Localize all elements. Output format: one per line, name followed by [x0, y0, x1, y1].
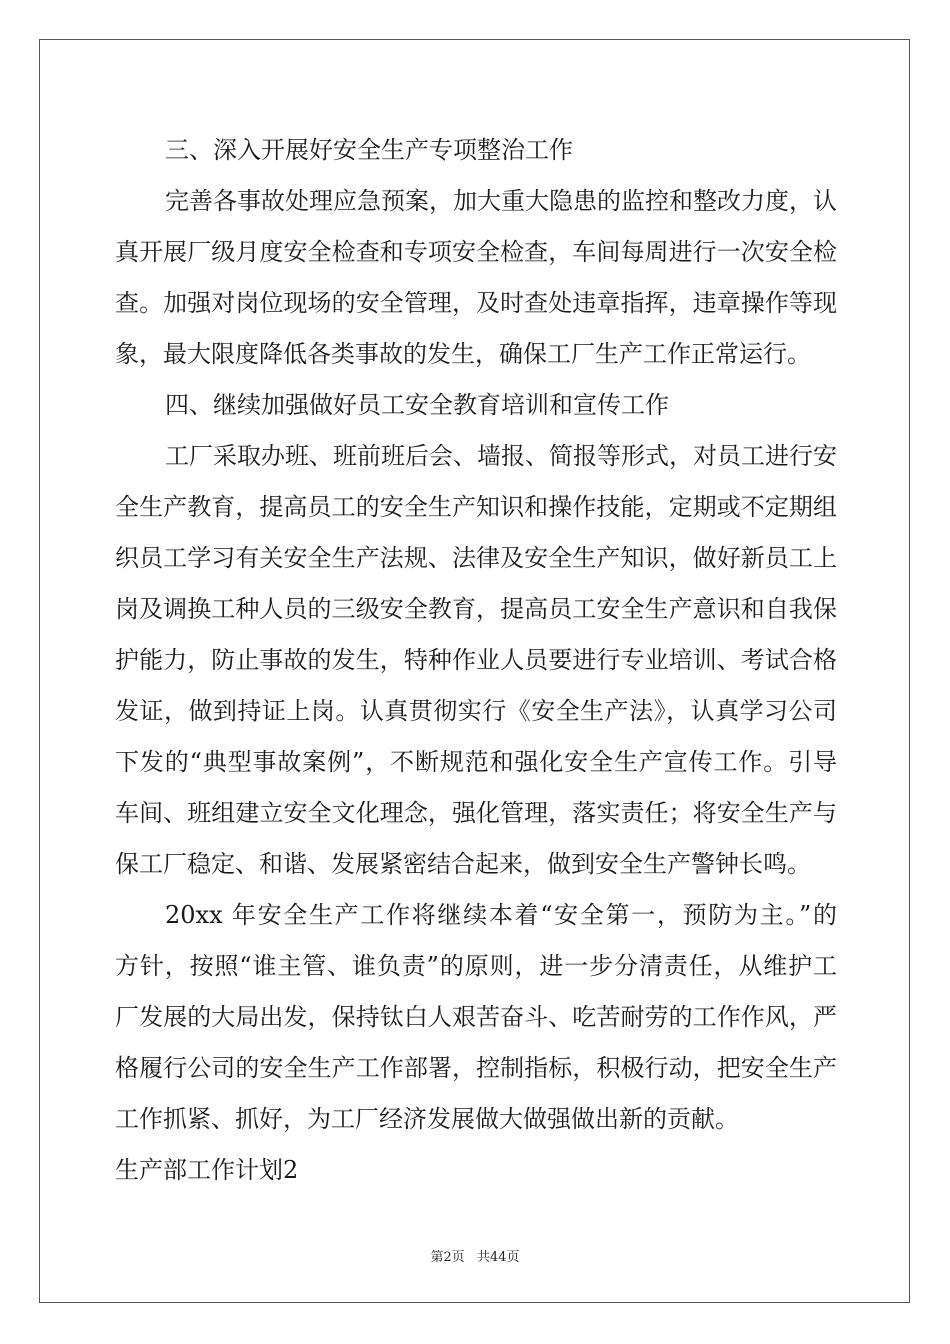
paragraph-line: 工作抓紧、抓好，为工厂经济发展做大做强做出新的贡献。: [115, 1105, 739, 1133]
paragraph-line: 格履行公司的安全生产工作部署，控制指标，积极行动，把安全生产: [115, 1054, 837, 1082]
paragraph-line: 查。加强对岗位现场的安全管理，及时查处违章指挥，违章操作等现: [115, 289, 837, 317]
paragraph-line: 护能力，防止事故的发生，特种作业人员要进行专业培训、考试合格: [115, 646, 837, 674]
document-body: [115, 125, 837, 1196]
paragraph-line: 厂发展的大局出发，保持钛白人艰苦奋斗、吃苦耐劳的工作作风，严: [115, 1003, 837, 1031]
page-number: 第2页: [430, 1250, 465, 1265]
document-title: 生产部工作计划2: [115, 1156, 299, 1184]
paragraph-line: 保工厂稳定、和谐、发展紧密结合起来，做到安全生产警钟长鸣。: [115, 850, 811, 878]
paragraph-line: 岗及调换工种人员的三级安全教育，提高员工安全生产意识和自我保: [115, 595, 837, 623]
paragraph-line: 真开展厂级月度安全检查和专项安全检查，车间每周进行一次安全检: [115, 238, 837, 266]
paragraph-line: 全生产教育，提高员工的安全生产知识和操作技能，定期或不定期组: [115, 493, 837, 521]
paragraph-line: 织员工学习有关安全生产法规、法律及安全生产知识，做好新员工上: [115, 544, 837, 572]
paragraph-line: 车间、班组建立安全文化理念，强化管理，落实责任；将安全生产与: [115, 799, 837, 827]
paragraph-line: 象，最大限度降低各类事故的发生，确保工厂生产工作正常运行。: [115, 340, 811, 368]
section-heading-3: 三、深入开展好安全生产专项整治工作: [165, 136, 573, 164]
page-total: 共44页: [476, 1250, 520, 1265]
paragraph-line: 方针，按照“谁主管、谁负责”的原则，进一步分清责任，从维护工: [115, 952, 837, 980]
section-heading-4: 四、继续加强做好员工安全教育培训和宣传工作: [165, 391, 669, 419]
paragraph-line: 20xx 年安全生产工作将继续本着“安全第一，预防为主。”的: [165, 901, 837, 929]
paragraph-line: 发证，做到持证上岗。认真贯彻实行《安全生产法》，认真学习公司: [115, 697, 837, 725]
paragraph-line: 下发的“典型事故案例”，不断规范和强化安全生产宣传工作。引导: [115, 748, 837, 776]
page-footer: [0, 1246, 950, 1265]
paragraph-line: 工厂采取办班、班前班后会、墙报、简报等形式，对员工进行安: [165, 442, 837, 470]
paragraph-line: 完善各事故处理应急预案，加大重大隐患的监控和整改力度，认: [165, 187, 837, 215]
